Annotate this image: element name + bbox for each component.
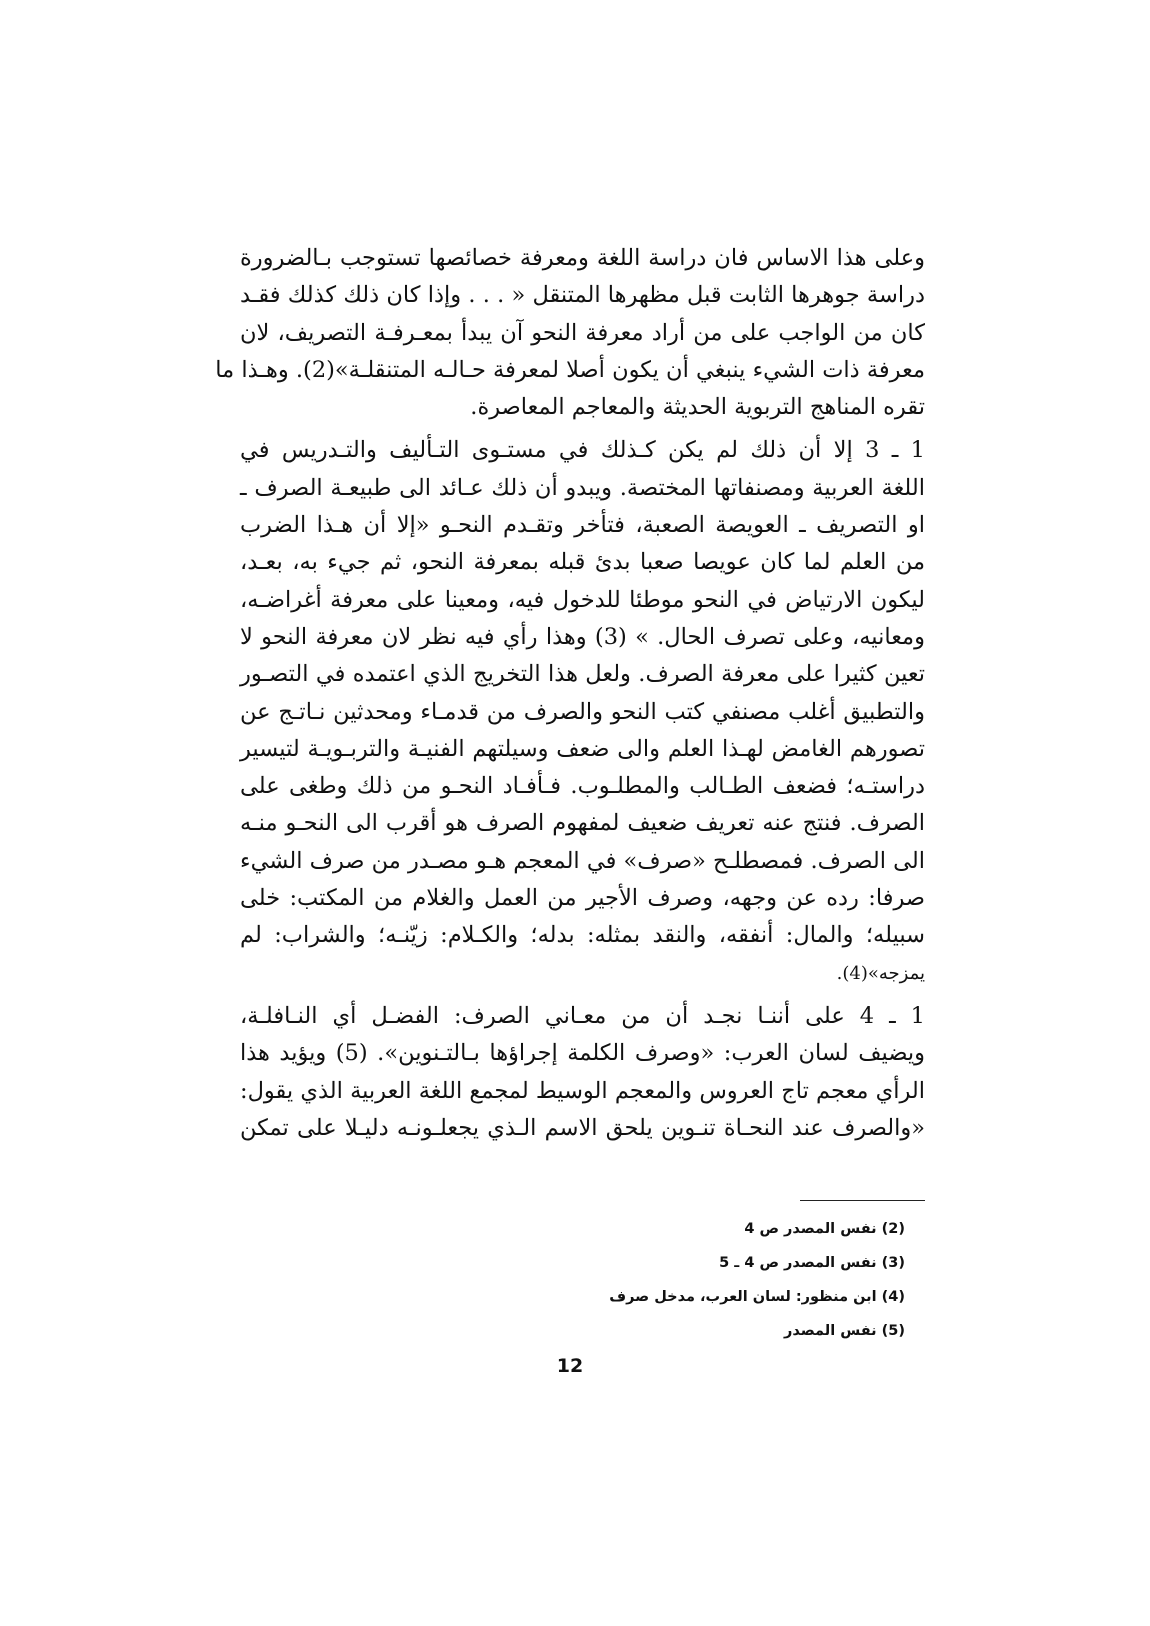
body-text: [215, 240, 925, 1147]
footnote: (4) ابن منظور: لسان العرب، مدخل صرف: [609, 1289, 905, 1305]
text-line: كان من الواجب على من أراد معرفة النحو آن يبدأ بمعـرفـة التصريف، لان: [240, 319, 925, 346]
text-line: دراسة جوهرها الثابت قبل مظهرها المتنقل « . . . وإذا كان ذلك كذلك فقـد: [240, 282, 925, 309]
text-line: «والصرف عند النحـاة تنـوين يلحق الاسم الـذي يجعلـونـه دليـلا على تمكن: [240, 1114, 925, 1141]
text-line: تقره المناهج التربوية الحديثة والمعاجم المعاصرة.: [470, 394, 925, 421]
footnote-divider: [800, 1200, 925, 1201]
page-number: 12: [556, 1355, 584, 1377]
text-line: صرفا: رده عن وجهه، وصرف الأجير من العمل والغلام من المكتب: خلى: [240, 885, 925, 912]
text-line: تصورهم الغامض لهـذا العلم والى ضعف وسيلتهم الفنيـة والتربـويـة لتيسير: [240, 735, 925, 762]
text-line: ومعانيه، وعلى تصرف الحال. » (3) وهذا رأي فيه نظر لان معرفة النحو لا: [240, 623, 925, 650]
footnote: (2) نفس المصدر ص 4: [744, 1221, 905, 1237]
text-line: يمزجه»(4).: [836, 962, 925, 984]
text-line: تعين كثيرا على معرفة الصرف. ولعل هذا التخريج الذي اعتمده في التصـور: [240, 661, 925, 688]
footnote: (3) نفس المصدر ص 4 ـ 5: [719, 1255, 905, 1271]
text-line: معرفة ذات الشيء ينبغي أن يكون أصلا لمعرفة حـالـه المتنقلـة»(2). وهـذا ما: [215, 356, 925, 383]
text-line: 1 ـ 3 إلا أن ذلك لم يكن كـذلك في مستـوى التـأليف والتـدريس في: [240, 437, 925, 464]
paragraph: [215, 240, 925, 426]
text-line: وعلى هذا الاساس فان دراسة اللغة ومعرفة خصائصها تستوجب بـالضرورة: [240, 245, 925, 271]
text-line: دراستـه؛ فضعف الطـالب والمطلـوب. فـأفـاد النحـو من ذلك وطغى على: [240, 773, 925, 800]
text-line: او التصريف ـ العويصة الصعبة، فتأخر وتقـدم النحـو «إلا أن هـذا الضرب: [240, 512, 925, 539]
text-line: الى الصرف. فمصطلـح «صرف» في المعجم هـو مصـدر من صرف الشيء: [240, 847, 925, 874]
text-line: والتطبيق أغلب مصنفي كتب النحو والصرف من قدمـاء ومحدثين نـاتـج عن: [240, 698, 925, 725]
text-line: 1 ـ 4 على أننـا نجـد أن من معـاني الصرف: الفضـل أي النـافلـة،: [240, 1002, 925, 1029]
paragraph: [240, 432, 925, 991]
paragraph: [240, 998, 925, 1147]
footnotes: [500, 1212, 905, 1348]
text-line: ويضيف لسان العرب: «وصرف الكلمة إجراؤها بـالتـنوين». (5) ويؤيد هذا: [240, 1040, 925, 1067]
text-line: اللغة العربية ومصنفاتها المختصة. ويبدو أن ذلك عـائد الى طبيعـة الصرف ـ: [240, 474, 925, 501]
text-line: الرأي معجم تاج العروس والمعجم الوسيط لمجمع اللغة العربية الذي يقول:: [240, 1077, 925, 1104]
text-line: من العلم لما كان عويصا صعبا بدئ قبله بمعرفة النحو، ثم جيء به، بعـد،: [240, 549, 925, 576]
text-line: الصرف. فنتج عنه تعريف ضعيف لمفهوم الصرف هو أقرب الى النحـو منـه: [240, 810, 925, 837]
text-line: ليكون الارتياض في النحو موطئا للدخول فيه، ومعينا على معرفة أغراضـه،: [240, 586, 925, 613]
footnote: (5) نفس المصدر: [784, 1323, 905, 1339]
text-line: سبيله؛ والمال: أنفقه، والنقد بمثله: بدله؛ والكـلام: زيّنـه؛ والشراب: لم: [240, 922, 925, 949]
